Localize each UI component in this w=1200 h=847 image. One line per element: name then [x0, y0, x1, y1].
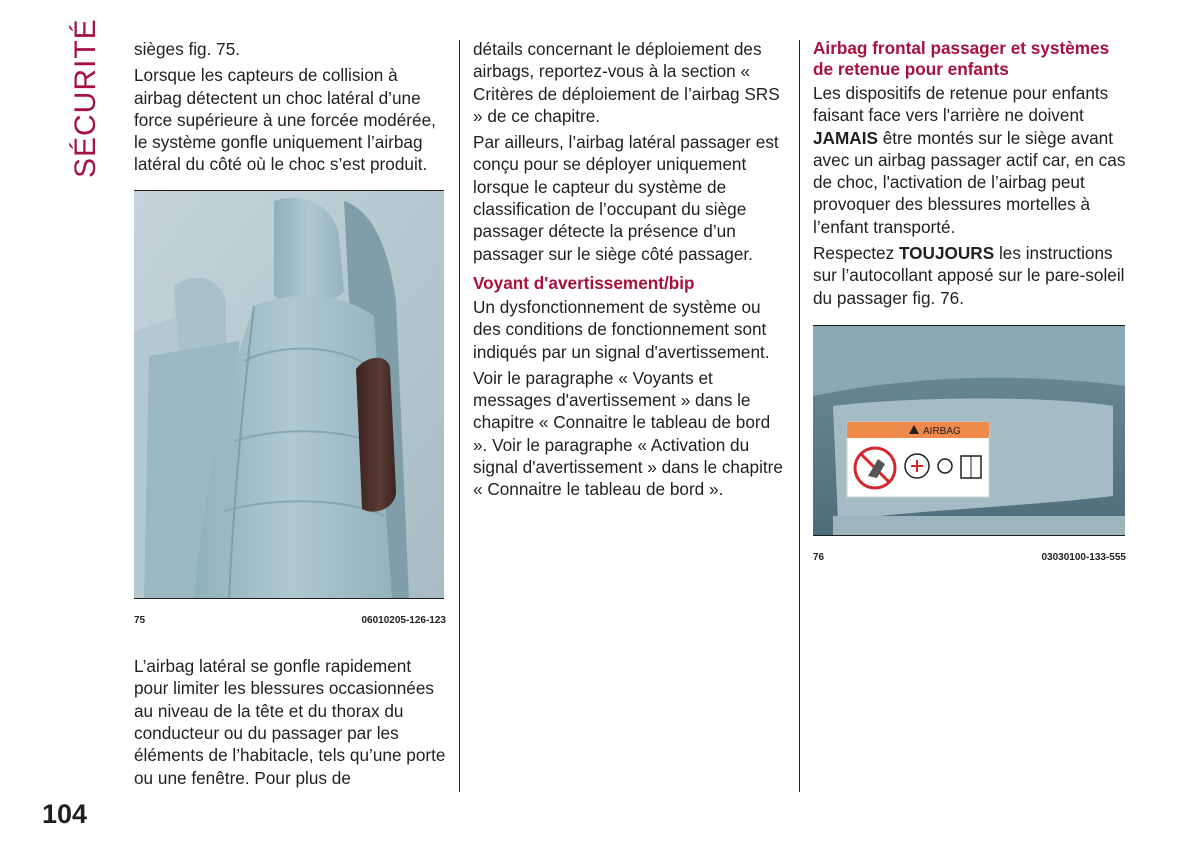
figure-caption [134, 610, 446, 632]
paragraph: détails concernant le déploiement des airbags, reportez-vous à la section « Critères de déploiement de l’airbag SRS » de ce chapitre. [473, 39, 780, 126]
figure-code: 06010205-126-123 [361, 614, 446, 626]
section-heading: Voyant d'avertissement/bip [473, 272, 695, 293]
sun-visor-sticker-illustration [813, 325, 1125, 536]
page-number: 104 [42, 799, 88, 829]
figure-76 [813, 325, 1126, 569]
figure-75 [134, 190, 446, 632]
figure-number: 75 [134, 614, 146, 626]
text: Les dispositifs de retenue pour enfants faisant face vers l'arrière ne doivent [813, 83, 1109, 126]
column-divider-left [459, 40, 460, 792]
paragraph: L’airbag latéral se gonfle rapidement pour limiter les blessures occasionnées au niveau de la tête et du thorax du conducteur ou du passager par les éléments de l’habitacle, tels qu’une porte ou une fenêtre. Pour plus de [134, 656, 446, 788]
emphasis: JAMAIS [813, 127, 878, 148]
figure-caption [813, 547, 1126, 569]
paragraph [813, 82, 1126, 238]
figure-number: 76 [813, 551, 825, 563]
section-title: SÉCURITÉ [69, 18, 102, 178]
text: Respectez [813, 243, 899, 264]
text: être montés sur le siège avant avec un airbag passager actif car, en cas de choc, l'activation de l’airbag peut provoquer des blessures mortelles à l’enfant transporté. [813, 127, 1126, 237]
paragraph: Un dysfonctionnement de système ou des conditions de fonctionnement sont indiqués par un signal d'avertissement. [473, 296, 770, 362]
column-1 [134, 38, 446, 793]
paragraph [813, 242, 1126, 309]
column-3 [813, 38, 1126, 569]
paragraph: Lorsque les capteurs de collision à airbag détectent un choc latéral d’une force supérieure à une forcée modérée, le système gonfle uniquement l’airbag latéral du côté où le choc s’est produit. [134, 65, 436, 175]
column-2 [473, 38, 788, 505]
figure-code: 03030100-133-555 [1041, 551, 1126, 563]
emphasis: TOUJOURS [898, 243, 995, 264]
paragraph: Par ailleurs, l’airbag latéral passager est conçu pour se déployer uniquement lorsque le capteur du système de classification de l’occupant du siège passager détecte la présence d’un passager sur le siège côté passager. [473, 132, 779, 264]
sticker-label: AIRBAG [923, 425, 961, 437]
paragraph: sièges fig. 75. [134, 39, 241, 59]
paragraph: Voir le paragraphe « Voyants et messages d'avertissement » dans le chapitre « Connaitre le tableau de bord ». Voir le paragraphe « Activation du signal d'avertissement » dans le chapitre « Connaitre le tableau de bord ». [473, 367, 783, 500]
text: les instructions sur l’autocollant apposé sur le pare-soleil du passager fig. 76. [813, 243, 1125, 308]
section-heading: Airbag frontal passager et systèmes de retenue pour enfants [813, 38, 1110, 79]
seat-airbag-illustration [134, 190, 444, 599]
column-divider-right [799, 40, 800, 792]
